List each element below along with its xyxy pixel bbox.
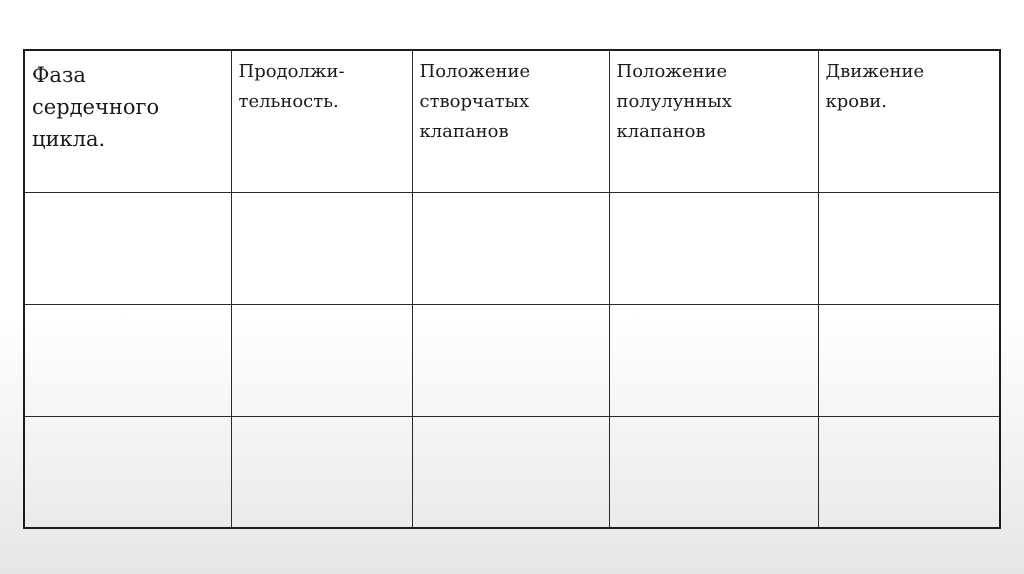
table-cell[interactable] (818, 192, 1000, 304)
table-cell[interactable] (412, 192, 609, 304)
table-cell[interactable] (24, 192, 231, 304)
header-duration-text: Продолжи- тельность. (238, 61, 345, 112)
header-phase-text: Фаза сердечного цикла. (32, 63, 160, 151)
header-blood-flow-text: Движение крови. (825, 61, 925, 112)
table-cell[interactable] (609, 304, 818, 416)
table-cell[interactable] (231, 304, 412, 416)
cardiac-cycle-table (23, 49, 1001, 529)
header-semilunar-valves-text: Положение полулунных клапанов (616, 61, 732, 142)
table-row (24, 304, 1000, 416)
table-row (24, 192, 1000, 304)
table-cell[interactable] (24, 416, 231, 528)
table-cell[interactable] (231, 416, 412, 528)
header-cell-blood-flow (818, 50, 1000, 192)
table-cell[interactable] (24, 304, 231, 416)
header-cell-duration (231, 50, 412, 192)
table-cell[interactable] (412, 304, 609, 416)
table-cell[interactable] (231, 192, 412, 304)
table-cell[interactable] (818, 304, 1000, 416)
header-cell-atrioventricular-valves (412, 50, 609, 192)
table-cell[interactable] (412, 416, 609, 528)
header-cell-semilunar-valves (609, 50, 818, 192)
table-cell[interactable] (609, 416, 818, 528)
table-row (24, 416, 1000, 528)
header-av-valves-text: Положение створчатых клапанов (419, 61, 531, 142)
header-cell-phase (24, 50, 231, 192)
table-cell[interactable] (818, 416, 1000, 528)
table-header-row (24, 50, 1000, 192)
table-cell[interactable] (609, 192, 818, 304)
